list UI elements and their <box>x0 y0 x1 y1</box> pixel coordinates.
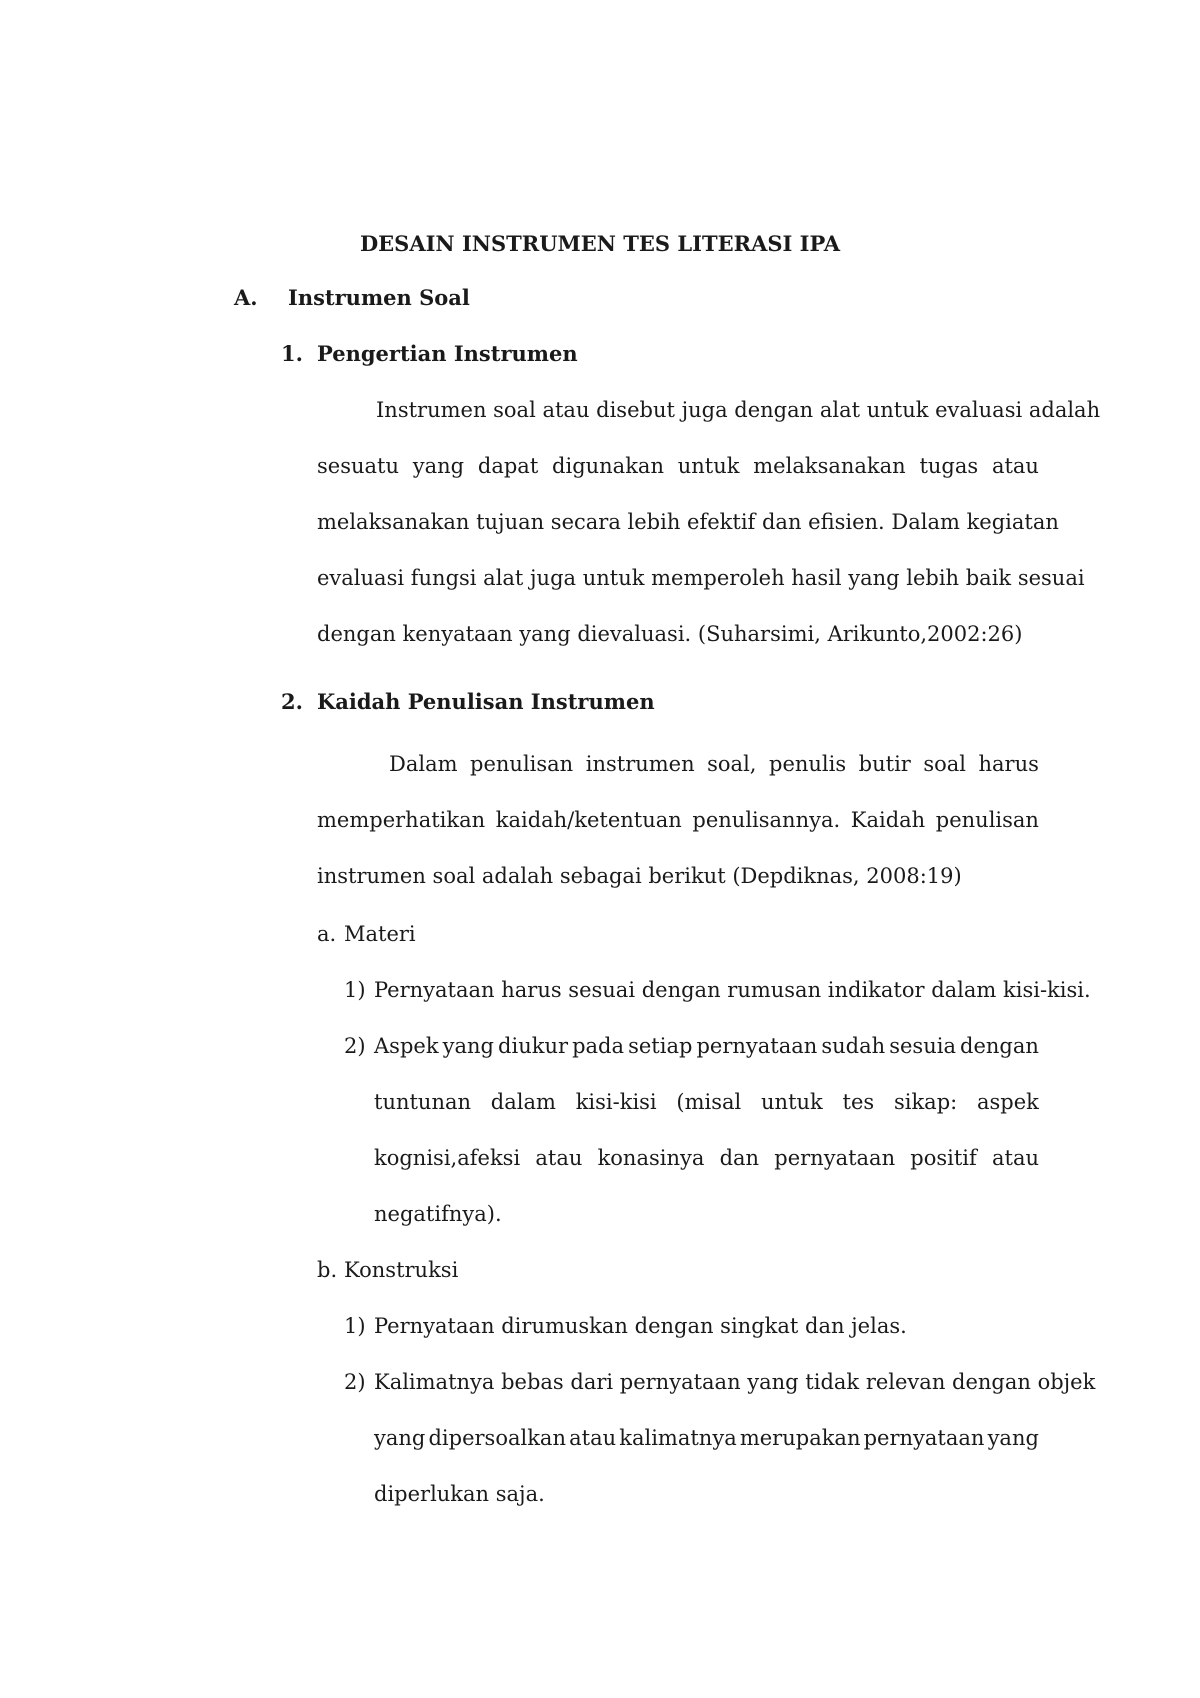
sub1-heading: Pengertian Instrumen <box>317 341 578 366</box>
item-b-label: Konstruksi <box>344 1258 459 1282</box>
item-b-point-2-marker: 2) <box>344 1370 366 1394</box>
item-a-point-1-marker: 1) <box>344 978 366 1002</box>
item-b-point-1-marker: 1) <box>344 1314 366 1338</box>
sub2-number: 2. <box>281 689 303 714</box>
sub1-paragraph-line: evaluasi fungsi alat juga untuk memperoleh hasil yang lebih baik sesuai <box>317 566 1085 590</box>
item-b-marker: b. <box>317 1258 338 1282</box>
sub1-number: 1. <box>281 341 303 366</box>
item-a-label: Materi <box>344 922 416 946</box>
sub2-heading: Kaidah Penulisan Instrumen <box>317 689 655 714</box>
item-a-point-2-line: negatifnya). <box>374 1202 502 1226</box>
word: untuk <box>677 454 740 478</box>
item-a-point-2-marker: 2) <box>344 1034 366 1058</box>
item-a-marker: a. <box>317 922 337 946</box>
word: melaksanakan <box>753 454 906 478</box>
sub2-paragraph-line: Dalam penulisan instrumen soal, penulis butir soal harus <box>389 752 1039 776</box>
word: tugas <box>919 454 979 478</box>
item-b-point-2-line: yang dipersoalkan atau kalimatnya merupakan pernyataan yang <box>374 1426 1039 1450</box>
sub1-paragraph-line: melaksanakan tujuan secara lebih efektif dan efisien. Dalam kegiatan <box>317 510 1059 534</box>
sub2-paragraph-line: memperhatikan kaidah/ketentuan penulisannya. Kaidah penulisan <box>317 808 1039 832</box>
sub1-paragraph-line: dengan kenyataan yang dievaluasi. (Suharsimi, Arikunto,2002:26) <box>317 622 1023 646</box>
word: digunakan <box>552 454 664 478</box>
section-a-marker: A. <box>234 285 258 310</box>
item-b-point-2-line: Kalimatnya bebas dari pernyataan yang tidak relevan dengan objek <box>374 1370 1096 1394</box>
item-b-point-2-line: diperlukan saja. <box>374 1482 545 1506</box>
item-b-point-1-text: Pernyataan dirumuskan dengan singkat dan jelas. <box>374 1314 907 1338</box>
word: atau <box>991 454 1039 478</box>
item-a-point-2-line: tuntunan dalam kisi-kisi (misal untuk tes sikap: aspek <box>374 1090 1039 1114</box>
sub1-paragraph-line: Instrumen soal atau disebut juga dengan alat untuk evaluasi adalah <box>376 398 1101 422</box>
word: yang <box>412 454 465 478</box>
word: dapat <box>477 454 539 478</box>
sub1-paragraph-line <box>317 452 1039 480</box>
section-a-heading: Instrumen Soal <box>288 285 470 310</box>
word: sesuatu <box>317 454 399 478</box>
item-a-point-1-text: Pernyataan harus sesuai dengan rumusan indikator dalam kisi-kisi. <box>374 978 1091 1002</box>
item-a-point-2-line: kognisi,afeksi atau konasinya dan pernyataan positif atau <box>374 1146 1039 1170</box>
sub2-paragraph-line: instrumen soal adalah sebagai berikut (Depdiknas, 2008:19) <box>317 864 962 888</box>
document-title: DESAIN INSTRUMEN TES LITERASI IPA <box>359 231 841 256</box>
item-a-point-2-line: Aspek yang diukur pada setiap pernyataan sudah sesuia dengan <box>374 1034 1039 1058</box>
